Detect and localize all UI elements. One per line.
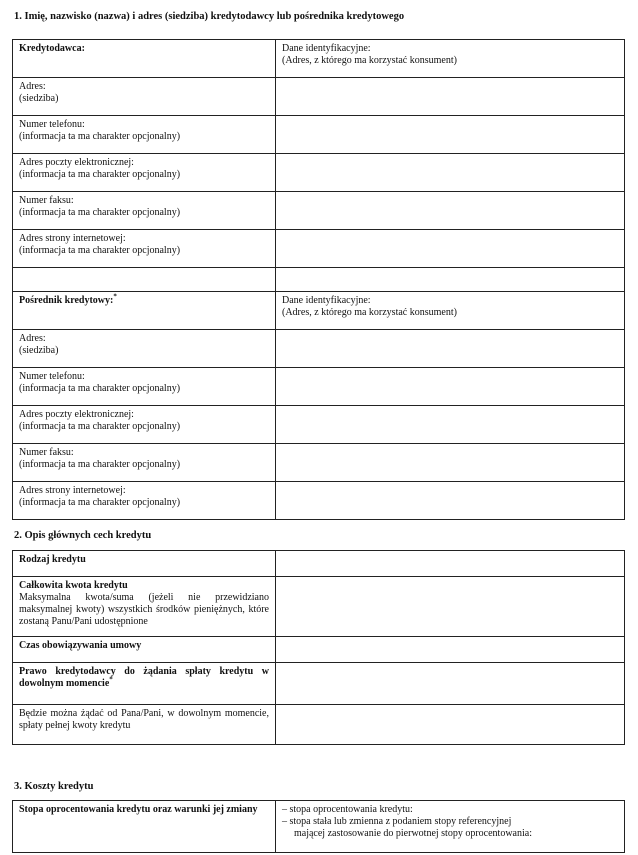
creditor-ident-cell[interactable]: [276, 40, 625, 78]
repayment-right-label: Prawo kredytodawcy do żądania spłaty kredytu w dowolnym momencie: [19, 666, 269, 689]
total-amount-input[interactable]: [276, 577, 625, 637]
footnote-mark: *: [113, 292, 117, 301]
row-label-cell: [13, 444, 276, 482]
row-note: (informacja ta ma charakter opcjonalny): [19, 169, 181, 180]
row-note: (informacja ta ma charakter opcjonalny): [19, 131, 181, 142]
broker-ident-title: Dane identyfikacyjne:: [282, 295, 371, 306]
duration-label: Czas obowiązywania umowy: [13, 637, 276, 663]
creditor-label: Kredytodawca:: [13, 40, 276, 78]
credit-costs-table: [12, 800, 625, 853]
broker-website-row: [13, 482, 625, 520]
row-label-cell: [13, 78, 276, 116]
creditor-website-input[interactable]: [276, 230, 625, 268]
interest-rate-cell[interactable]: [276, 801, 625, 853]
broker-header-row: [13, 292, 625, 330]
section-1-heading: 1. Imię, nazwisko (nazwa) i adres (siedziba) kredytodawcy lub pośrednika kredytowego: [14, 11, 405, 22]
repayment-right-input[interactable]: [276, 663, 625, 705]
total-amount-row: [13, 577, 625, 637]
total-amount-title: Całkowita kwota kredytu: [19, 580, 128, 591]
row-note: (siedziba): [19, 93, 59, 104]
broker-fax-input[interactable]: [276, 444, 625, 482]
broker-fax-row: [13, 444, 625, 482]
interest-rate-label: Stopa oprocentowania kredytu oraz warunki jej zmiany: [13, 801, 276, 853]
row-label: Numer faksu:: [19, 195, 74, 206]
row-note: (informacja ta ma charakter opcjonalny): [19, 245, 181, 256]
interest-rate-row: [13, 801, 625, 853]
broker-website-input[interactable]: [276, 482, 625, 520]
creditor-fax-input[interactable]: [276, 192, 625, 230]
creditor-website-row: [13, 230, 625, 268]
row-note: (informacja ta ma charakter opcjonalny): [19, 497, 181, 508]
creditor-header-row: [13, 40, 625, 78]
row-label-cell: [13, 368, 276, 406]
row-label: Numer telefonu:: [19, 371, 85, 382]
broker-phone-row: [13, 368, 625, 406]
row-label-cell: [13, 406, 276, 444]
spacer-row: [13, 268, 625, 292]
duration-row: [13, 637, 625, 663]
row-label: Numer telefonu:: [19, 119, 85, 130]
row-label: Adres strony internetowej:: [19, 233, 126, 244]
repayment-desc-input[interactable]: [276, 705, 625, 745]
credit-type-label: Rodzaj kredytu: [13, 551, 276, 577]
repayment-right-cell: [13, 663, 276, 705]
broker-label-cell: [13, 292, 276, 330]
row-note: (siedziba): [19, 345, 59, 356]
creditor-address-row: [13, 78, 625, 116]
creditor-fax-row: [13, 192, 625, 230]
section-3-heading: 3. Koszty kredytu: [14, 781, 94, 792]
repayment-right-row: [13, 663, 625, 705]
broker-email-row: [13, 406, 625, 444]
row-note: (informacja ta ma charakter opcjonalny): [19, 207, 181, 218]
creditor-email-input[interactable]: [276, 154, 625, 192]
creditor-phone-row: [13, 116, 625, 154]
repayment-desc: Będzie można żądać od Pana/Pani, w dowolnym momencie, spłaty pełnej kwoty kredytu: [13, 705, 276, 745]
row-label: Numer faksu:: [19, 447, 74, 458]
total-amount-desc: Maksymalna kwota/suma (jeżeli nie przewidziano maksymalnej kwoty) wszystkich środków pieniężnych, które zostaną Panu/Pani udostępnione: [19, 592, 269, 627]
interest-item-1: – stopa oprocentowania kredytu:: [282, 804, 413, 815]
duration-input[interactable]: [276, 637, 625, 663]
row-label-cell: [13, 482, 276, 520]
row-note: (informacja ta ma charakter opcjonalny): [19, 383, 181, 394]
footnote-mark: *: [109, 675, 113, 684]
contact-details-table: [12, 39, 625, 520]
section-2-heading: 2. Opis głównych cech kredytu: [14, 530, 152, 541]
row-note: (informacja ta ma charakter opcjonalny): [19, 459, 181, 470]
credit-type-row: [13, 551, 625, 577]
row-label-cell: [13, 192, 276, 230]
creditor-phone-input[interactable]: [276, 116, 625, 154]
row-label: Adres poczty elektronicznej:: [19, 409, 134, 420]
creditor-ident-title: Dane identyfikacyjne:: [282, 43, 371, 54]
credit-features-table: [12, 550, 625, 745]
spacer-cell: [13, 268, 276, 292]
row-label: Adres:: [19, 333, 46, 344]
repayment-desc-row: [13, 705, 625, 745]
interest-item-2-cont: mającej zastosowanie do pierwotnej stopy oprocentowania:: [294, 828, 532, 839]
credit-type-input[interactable]: [276, 551, 625, 577]
row-label-cell: [13, 116, 276, 154]
broker-phone-input[interactable]: [276, 368, 625, 406]
creditor-ident-note: (Adres, z którego ma korzystać konsument): [282, 55, 457, 66]
row-note: (informacja ta ma charakter opcjonalny): [19, 421, 181, 432]
broker-address-input[interactable]: [276, 330, 625, 368]
broker-ident-cell[interactable]: [276, 292, 625, 330]
row-label-cell: [13, 330, 276, 368]
interest-item-2: – stopa stała lub zmienna z podaniem stopy referencyjnej: [282, 816, 512, 827]
broker-ident-note: (Adres, z którego ma korzystać konsument): [282, 307, 457, 318]
row-label: Adres poczty elektronicznej:: [19, 157, 134, 168]
spacer-cell: [276, 268, 625, 292]
creditor-email-row: [13, 154, 625, 192]
total-amount-label-cell: [13, 577, 276, 637]
row-label: Adres:: [19, 81, 46, 92]
row-label-cell: [13, 230, 276, 268]
row-label: Adres strony internetowej:: [19, 485, 126, 496]
broker-email-input[interactable]: [276, 406, 625, 444]
broker-address-row: [13, 330, 625, 368]
row-label-cell: [13, 154, 276, 192]
creditor-address-input[interactable]: [276, 78, 625, 116]
broker-label: Pośrednik kredytowy:: [19, 295, 114, 306]
